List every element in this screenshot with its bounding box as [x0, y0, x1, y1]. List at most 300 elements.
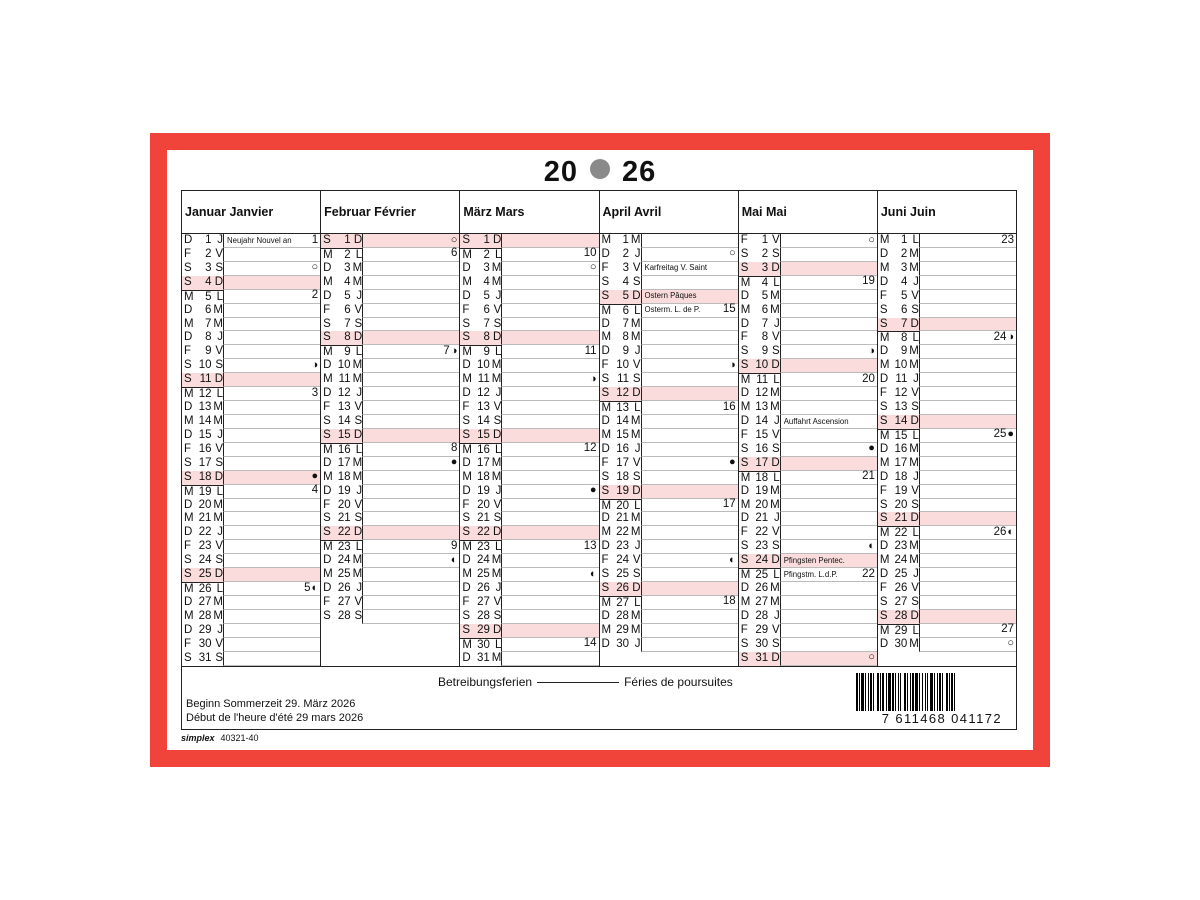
weekday-fr: M	[770, 484, 780, 497]
day-row	[182, 262, 320, 276]
weekday-de: D	[462, 651, 471, 664]
note-cell[interactable]	[780, 652, 877, 666]
note-cell[interactable]	[919, 526, 1016, 540]
note-cell[interactable]	[501, 512, 598, 526]
weekday-fr: M	[352, 554, 363, 567]
note-cell[interactable]	[641, 234, 738, 248]
weekday-fr: D	[632, 289, 641, 302]
note-cell[interactable]	[223, 652, 320, 666]
note-cell[interactable]	[501, 638, 598, 652]
weekday-fr: M	[909, 247, 919, 260]
note-cell[interactable]	[362, 485, 459, 499]
note-cell[interactable]	[641, 610, 738, 624]
note-cell[interactable]	[641, 499, 738, 513]
weekday-fr: S	[911, 498, 919, 511]
weekday-de: S	[323, 512, 331, 525]
note-cell[interactable]	[780, 331, 877, 345]
note-cell[interactable]	[223, 262, 320, 276]
weekday-de: D	[740, 609, 749, 622]
day-row	[460, 331, 598, 345]
day-row	[182, 624, 320, 638]
note-cell[interactable]	[223, 276, 320, 290]
note-cell[interactable]	[501, 415, 598, 429]
note-cell[interactable]	[641, 471, 738, 485]
note-cell[interactable]	[501, 234, 598, 248]
note-cell[interactable]	[362, 387, 459, 401]
week-number: 14	[583, 637, 597, 650]
note-cell[interactable]	[362, 582, 459, 596]
day-cell	[460, 248, 501, 262]
months-area	[182, 191, 1016, 667]
note-cell[interactable]	[362, 596, 459, 610]
note-cell[interactable]	[919, 596, 1016, 610]
note-cell[interactable]	[501, 471, 598, 485]
note-cell[interactable]	[641, 596, 738, 610]
note-cell[interactable]	[501, 568, 598, 582]
note-cell[interactable]	[223, 345, 320, 359]
note-cell[interactable]	[919, 429, 1016, 443]
note-cell[interactable]	[780, 234, 877, 248]
note-cell[interactable]	[362, 512, 459, 526]
day-row	[600, 401, 738, 415]
note-cell[interactable]	[641, 345, 738, 359]
day-row	[600, 512, 738, 526]
weekday-fr: V	[215, 540, 223, 553]
day-cell	[321, 443, 362, 457]
note-cell[interactable]	[223, 624, 320, 638]
note-cell[interactable]	[641, 540, 738, 554]
weekday-fr: D	[771, 359, 780, 372]
note-cell[interactable]	[780, 401, 877, 415]
note-cell[interactable]	[501, 345, 598, 359]
note-cell[interactable]	[223, 457, 320, 471]
note-cell[interactable]	[501, 359, 598, 373]
day-cell	[600, 596, 641, 610]
note-cell[interactable]	[919, 415, 1016, 429]
note-cell[interactable]	[780, 610, 877, 624]
note-cell[interactable]	[919, 318, 1016, 332]
note-cell[interactable]	[362, 234, 459, 248]
day-row	[182, 290, 320, 304]
note-cell[interactable]	[362, 359, 459, 373]
weekday-fr: D	[214, 568, 223, 581]
weekday-de: D	[879, 247, 889, 260]
day-row	[739, 415, 877, 429]
note-cell[interactable]	[919, 568, 1016, 582]
weekday-fr: M	[909, 540, 919, 553]
note-cell[interactable]	[780, 345, 877, 359]
note-cell[interactable]	[362, 429, 459, 443]
note-cell[interactable]	[223, 401, 320, 415]
day-row	[600, 624, 738, 638]
note-cell[interactable]	[362, 415, 459, 429]
note-cell[interactable]	[780, 499, 877, 513]
weekday-fr: J	[356, 289, 363, 302]
day-cell	[321, 471, 362, 485]
moon-phase-icon: ●	[1007, 428, 1015, 441]
note-cell[interactable]	[223, 540, 320, 554]
day-number: 3	[205, 261, 212, 274]
note-cell[interactable]	[641, 304, 738, 318]
day-row	[460, 638, 598, 652]
note-cell[interactable]	[780, 526, 877, 540]
moon-phase-icon: ●	[450, 456, 458, 469]
note-cell[interactable]	[362, 540, 459, 554]
note-cell[interactable]	[362, 526, 459, 540]
note-cell[interactable]	[919, 401, 1016, 415]
note-cell[interactable]	[780, 638, 877, 652]
note-cell[interactable]	[501, 401, 598, 415]
weekday-de: D	[184, 331, 193, 344]
weekday-fr: M	[352, 373, 363, 386]
day-cell	[878, 554, 919, 568]
note-cell[interactable]	[223, 512, 320, 526]
note-cell[interactable]	[780, 318, 877, 332]
weekday-de: F	[462, 595, 470, 608]
note-cell[interactable]	[223, 387, 320, 401]
note-cell[interactable]	[501, 331, 598, 345]
note-cell[interactable]	[223, 638, 320, 652]
note-cell[interactable]	[223, 610, 320, 624]
note-cell[interactable]	[919, 387, 1016, 401]
note-cell[interactable]	[780, 582, 877, 596]
weekday-fr: L	[216, 583, 223, 596]
note-cell[interactable]	[223, 499, 320, 513]
note-cell[interactable]	[780, 429, 877, 443]
note-cell[interactable]	[780, 624, 877, 638]
note-cell[interactable]	[780, 596, 877, 610]
note-cell[interactable]	[223, 554, 320, 568]
note-cell[interactable]	[641, 387, 738, 401]
note-cell[interactable]	[362, 373, 459, 387]
note-cell[interactable]	[780, 443, 877, 457]
note-cell[interactable]	[641, 457, 738, 471]
day-cell	[460, 331, 501, 345]
note-cell[interactable]	[641, 512, 738, 526]
note-cell[interactable]	[362, 331, 459, 345]
note-cell[interactable]	[780, 276, 877, 290]
note-cell[interactable]	[501, 387, 598, 401]
note-cell[interactable]	[919, 276, 1016, 290]
note-cell[interactable]	[641, 359, 738, 373]
day-number: 13	[616, 402, 630, 415]
note-cell[interactable]	[223, 415, 320, 429]
day-row	[460, 345, 598, 359]
day-number: 5	[622, 289, 630, 302]
note-cell[interactable]	[780, 415, 877, 429]
note-cell[interactable]	[641, 582, 738, 596]
note-cell[interactable]	[362, 345, 459, 359]
weekday-fr: V	[632, 261, 641, 274]
note-cell[interactable]	[919, 638, 1016, 652]
note-cell[interactable]	[919, 457, 1016, 471]
day-row	[321, 290, 459, 304]
day-row	[321, 596, 459, 610]
day-row	[600, 318, 738, 332]
note-cell[interactable]	[362, 471, 459, 485]
note-cell[interactable]	[641, 526, 738, 540]
note-cell[interactable]	[223, 596, 320, 610]
day-cell	[878, 276, 919, 290]
day-cell	[321, 248, 362, 262]
note-cell[interactable]	[362, 276, 459, 290]
day-cell	[182, 345, 223, 359]
note-cell[interactable]	[223, 318, 320, 332]
note-cell[interactable]	[641, 415, 738, 429]
note-cell[interactable]	[223, 290, 320, 304]
note-cell[interactable]	[362, 401, 459, 415]
note-cell[interactable]	[780, 248, 877, 262]
day-row	[600, 540, 738, 554]
note-cell[interactable]	[919, 331, 1016, 345]
note-cell[interactable]	[223, 485, 320, 499]
note-cell[interactable]	[780, 304, 877, 318]
day-number: 23	[337, 541, 351, 554]
note-cell[interactable]	[501, 276, 598, 290]
note-cell[interactable]	[919, 624, 1016, 638]
weekday-fr: M	[630, 331, 641, 344]
day-row	[878, 262, 1016, 276]
note-cell[interactable]	[780, 359, 877, 373]
note-cell[interactable]	[501, 457, 598, 471]
day-cell	[460, 359, 501, 373]
note-cell[interactable]	[362, 290, 459, 304]
note-cell[interactable]	[501, 596, 598, 610]
note-cell[interactable]	[223, 429, 320, 443]
note-cell[interactable]	[362, 568, 459, 582]
day-cell	[739, 554, 780, 568]
weekday-de: D	[323, 582, 332, 595]
day-number: 6	[205, 303, 212, 316]
day-row	[878, 318, 1016, 332]
weekday-de: M	[879, 456, 890, 469]
note-cell[interactable]	[223, 359, 320, 373]
note-cell[interactable]	[641, 276, 738, 290]
note-cell[interactable]	[780, 568, 877, 582]
day-number: 10	[894, 359, 908, 372]
weekday-fr: S	[354, 512, 363, 525]
note-cell[interactable]	[780, 485, 877, 499]
week-number: 12	[583, 442, 597, 455]
note-cell[interactable]	[919, 443, 1016, 457]
note-cell[interactable]	[223, 443, 320, 457]
day-cell	[460, 401, 501, 415]
note-cell[interactable]	[362, 443, 459, 457]
moon-phase-icon: ○	[589, 261, 597, 274]
note-cell[interactable]	[362, 262, 459, 276]
day-number: 21	[894, 512, 908, 525]
note-cell[interactable]	[919, 499, 1016, 513]
note-cell[interactable]	[641, 248, 738, 262]
note-cell[interactable]	[641, 638, 738, 652]
weekday-fr: S	[215, 651, 223, 664]
weekday-fr: V	[772, 526, 780, 539]
weekday-fr: J	[773, 317, 780, 330]
note-cell[interactable]	[780, 387, 877, 401]
weekday-de: S	[879, 414, 888, 427]
note-cell[interactable]	[919, 345, 1016, 359]
note-cell[interactable]	[919, 540, 1016, 554]
day-number: 6	[622, 304, 630, 317]
month-header: März Mars	[460, 191, 598, 234]
note-cell[interactable]	[501, 582, 598, 596]
day-number: 21	[477, 512, 490, 525]
note-cell[interactable]	[223, 471, 320, 485]
note-cell[interactable]	[919, 290, 1016, 304]
day-row	[739, 499, 877, 513]
day-row	[182, 638, 320, 652]
day-cell	[460, 318, 501, 332]
note-cell[interactable]	[501, 652, 598, 666]
note-cell[interactable]	[641, 429, 738, 443]
note-cell[interactable]	[641, 331, 738, 345]
weekday-fr: L	[494, 443, 502, 456]
day-row	[460, 652, 598, 666]
weekday-fr: L	[355, 541, 363, 554]
note-cell[interactable]	[780, 471, 877, 485]
day-number: 7	[483, 317, 490, 330]
note-cell[interactable]	[501, 624, 598, 638]
day-row	[600, 331, 738, 345]
note-cell[interactable]	[780, 540, 877, 554]
note-cell[interactable]	[641, 290, 738, 304]
day-row	[739, 582, 877, 596]
day-row	[321, 526, 459, 540]
note-cell[interactable]	[919, 471, 1016, 485]
note-cell[interactable]	[919, 359, 1016, 373]
note-cell[interactable]	[223, 331, 320, 345]
barcode	[856, 673, 1002, 711]
weekday-de: S	[323, 414, 331, 427]
note-cell[interactable]	[362, 457, 459, 471]
weekday-fr: D	[632, 484, 641, 497]
day-row	[739, 596, 877, 610]
note-cell[interactable]	[501, 540, 598, 554]
weekday-de: S	[184, 651, 192, 664]
note-cell[interactable]	[223, 248, 320, 262]
note-cell[interactable]	[362, 554, 459, 568]
note-cell[interactable]	[919, 373, 1016, 387]
weekday-de: S	[462, 623, 471, 636]
note-cell[interactable]	[501, 290, 598, 304]
note-cell[interactable]	[641, 401, 738, 415]
weekday-fr: S	[911, 303, 919, 316]
day-number: 22	[616, 526, 629, 539]
weekday-de: M	[323, 275, 333, 288]
note-cell[interactable]	[223, 373, 320, 387]
note-cell[interactable]	[919, 485, 1016, 499]
day-row	[182, 318, 320, 332]
note-cell[interactable]	[501, 304, 598, 318]
month-header: April Avril	[600, 191, 738, 234]
note-cell[interactable]	[501, 499, 598, 513]
note-cell[interactable]	[641, 554, 738, 568]
day-number: 19	[755, 484, 769, 497]
note-cell[interactable]	[501, 262, 598, 276]
day-cell	[460, 276, 501, 290]
day-row	[739, 318, 877, 332]
note-cell[interactable]	[919, 512, 1016, 526]
day-row	[460, 485, 598, 499]
note-cell[interactable]	[919, 234, 1016, 248]
day-cell	[321, 512, 362, 526]
note-cell[interactable]	[780, 457, 877, 471]
weekday-de: F	[462, 401, 470, 414]
weekday-fr: M	[352, 456, 363, 469]
note-cell[interactable]	[641, 262, 738, 276]
day-cell	[739, 248, 780, 262]
note-cell[interactable]	[223, 526, 320, 540]
note-cell[interactable]	[501, 526, 598, 540]
note-cell[interactable]	[780, 262, 877, 276]
note-cell[interactable]	[223, 234, 320, 248]
weekday-fr: D	[910, 317, 919, 330]
note-cell[interactable]	[780, 373, 877, 387]
note-cell[interactable]	[501, 554, 598, 568]
note-cell[interactable]	[501, 248, 598, 262]
weekday-de: D	[740, 414, 749, 427]
note-cell[interactable]	[919, 554, 1016, 568]
day-cell	[321, 457, 362, 471]
note-cell[interactable]	[780, 290, 877, 304]
note-cell[interactable]	[780, 512, 877, 526]
note-cell[interactable]	[919, 610, 1016, 624]
note-cell[interactable]	[919, 262, 1016, 276]
note-cell[interactable]	[641, 624, 738, 638]
note-cell[interactable]	[501, 318, 598, 332]
day-cell	[321, 401, 362, 415]
note-cell[interactable]	[641, 318, 738, 332]
note-cell[interactable]	[223, 568, 320, 582]
day-cell	[182, 290, 223, 304]
day-cell	[321, 554, 362, 568]
note-cell[interactable]	[919, 582, 1016, 596]
day-cell	[460, 457, 501, 471]
note-cell[interactable]	[641, 485, 738, 499]
note-cell[interactable]	[362, 499, 459, 513]
note-cell[interactable]	[641, 568, 738, 582]
note-cell[interactable]	[223, 304, 320, 318]
note-cell[interactable]	[641, 373, 738, 387]
day-number: 21	[755, 512, 769, 525]
day-row	[460, 304, 598, 318]
note-cell[interactable]	[501, 485, 598, 499]
day-number: 23	[755, 540, 769, 553]
note-cell[interactable]	[362, 304, 459, 318]
weekday-de: S	[879, 609, 888, 622]
note-cell[interactable]	[501, 373, 598, 387]
note-cell[interactable]	[501, 610, 598, 624]
day-row	[182, 345, 320, 359]
day-cell	[600, 359, 641, 373]
note-cell[interactable]	[362, 318, 459, 332]
note-cell[interactable]	[223, 582, 320, 596]
note-cell[interactable]	[780, 554, 877, 568]
note-cell[interactable]	[362, 248, 459, 262]
note-cell[interactable]	[362, 610, 459, 624]
note-cell[interactable]	[919, 304, 1016, 318]
day-number: 16	[477, 443, 490, 456]
day-row	[460, 401, 598, 415]
note-cell[interactable]	[641, 443, 738, 457]
note-cell[interactable]	[919, 248, 1016, 262]
weekday-fr: S	[772, 637, 780, 650]
note-cell[interactable]	[501, 443, 598, 457]
day-cell	[878, 401, 919, 415]
note-cell[interactable]	[501, 429, 598, 443]
weekday-de: F	[323, 401, 331, 414]
week-number: 24	[993, 330, 1007, 343]
